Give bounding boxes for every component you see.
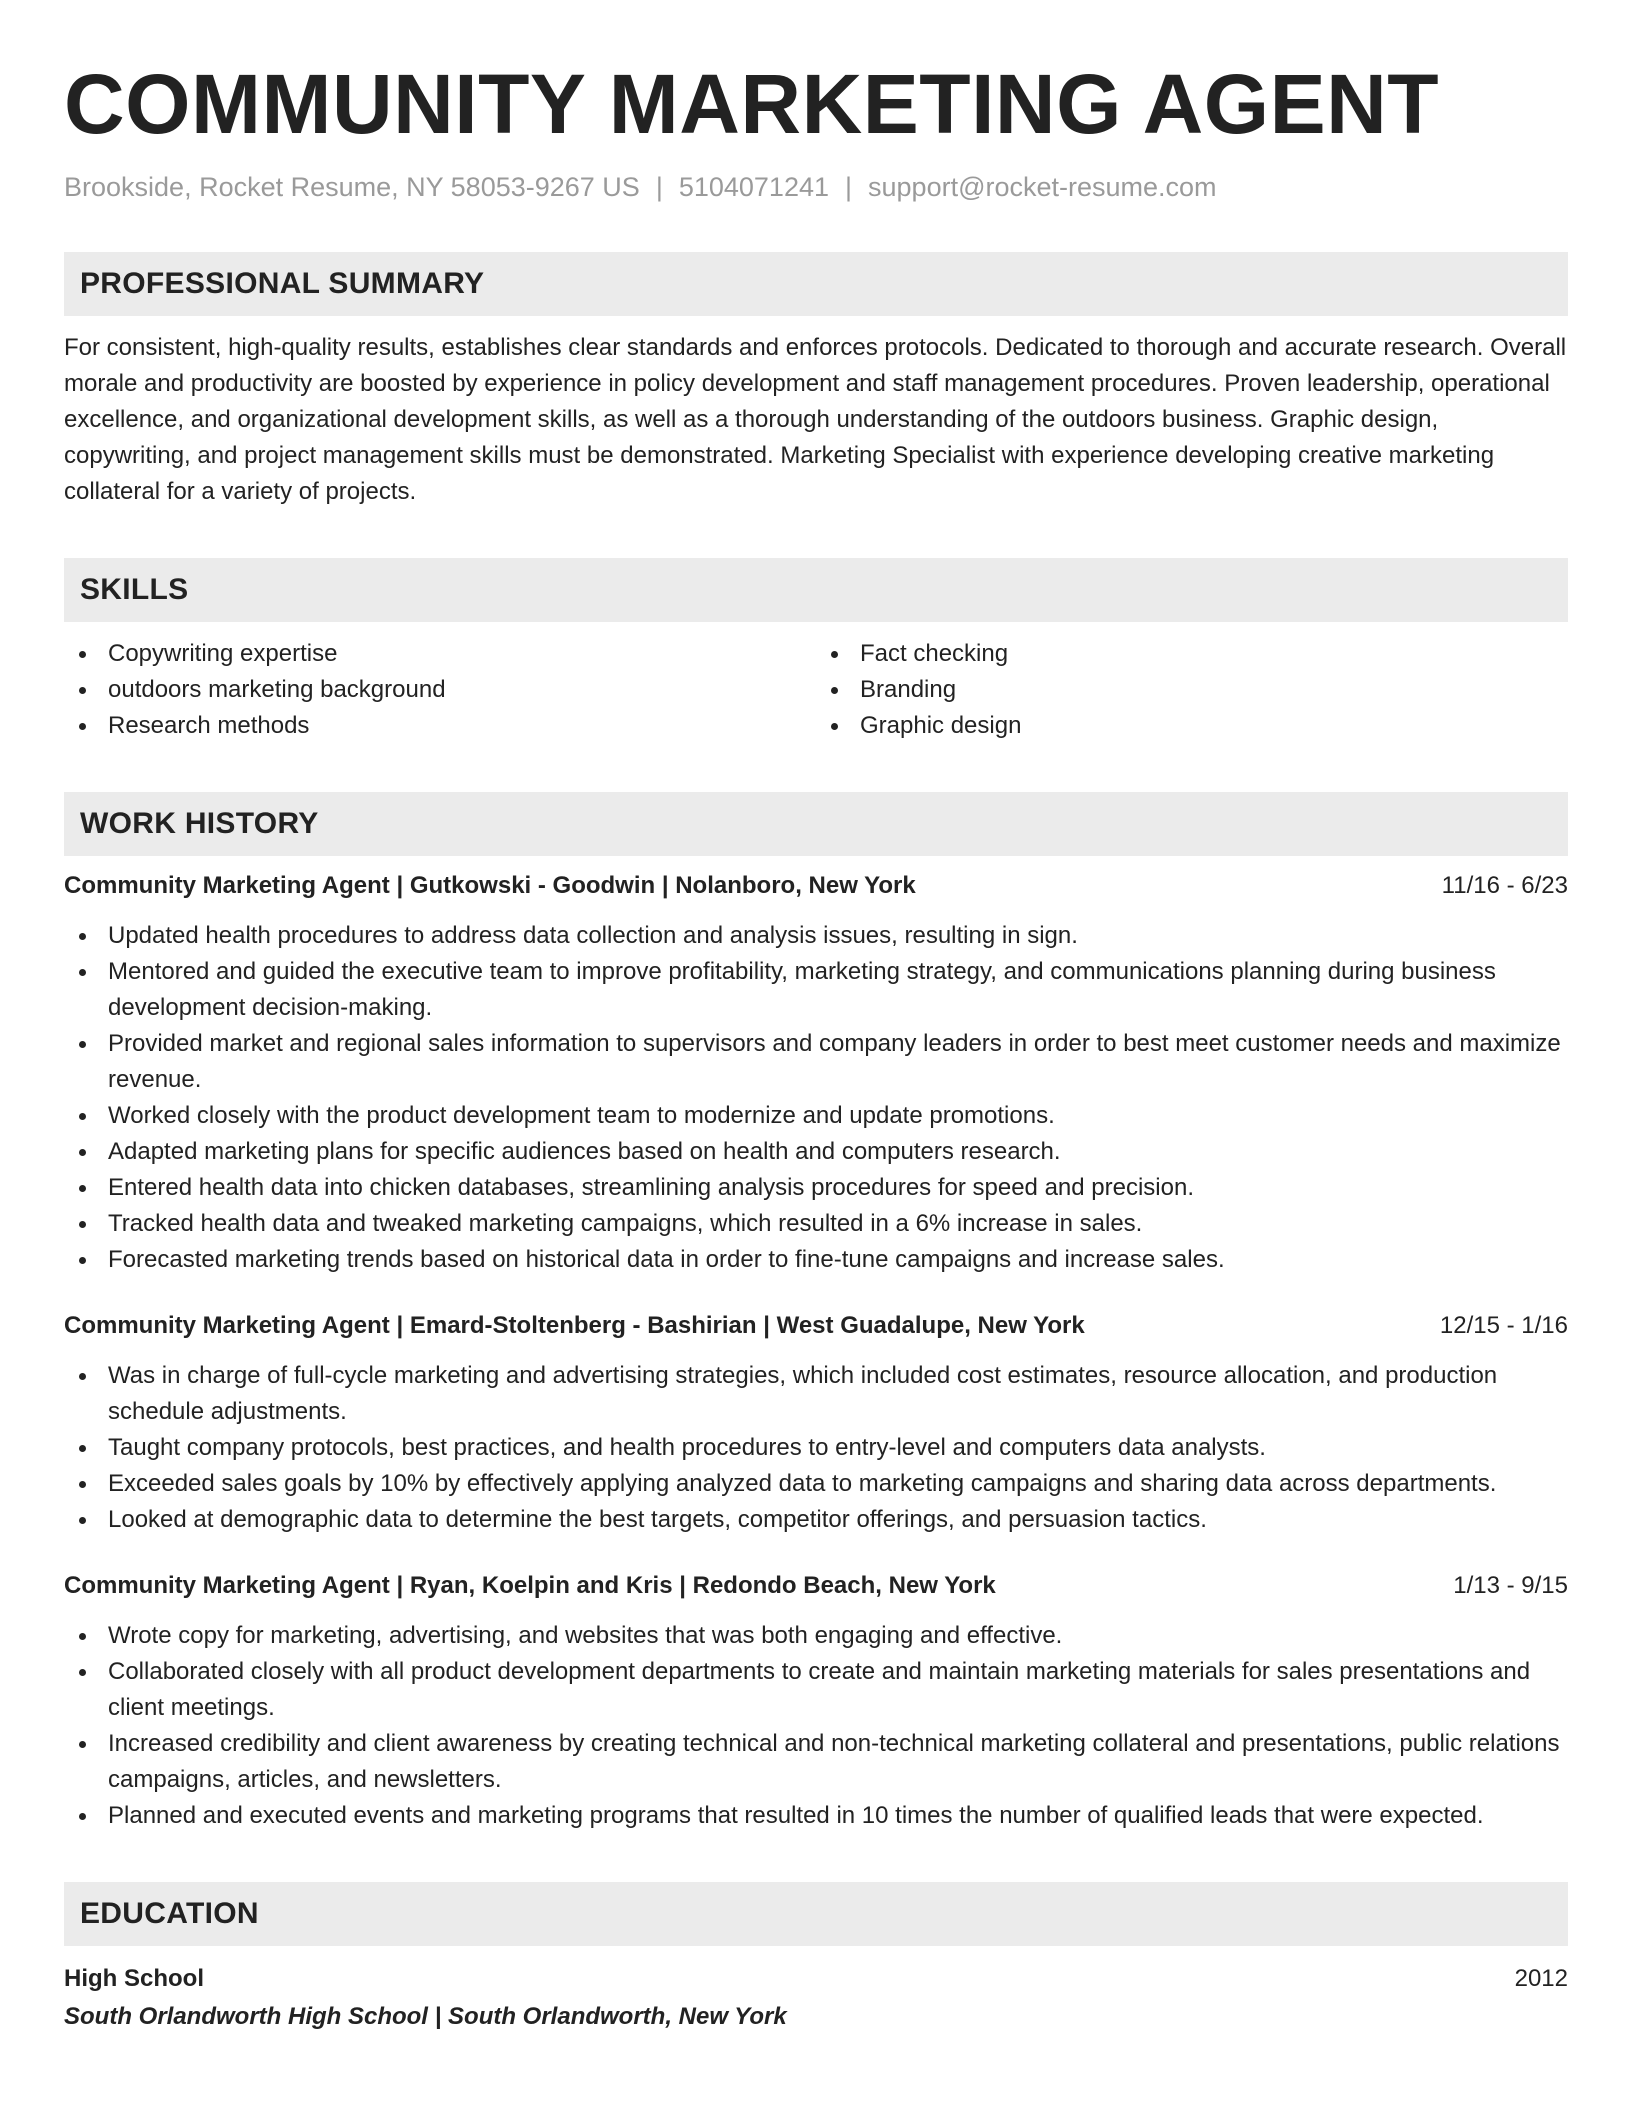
job-bullet: Looked at demographic data to determine the best targets, competitor offerings, and persuasion tactics. [64,1502,1568,1538]
contact-email: support@rocket-resume.com [868,172,1217,202]
job-bullets [64,1358,1568,1538]
job-entry [64,868,1568,1278]
contact-line [64,170,1568,204]
job-entry [64,1308,1568,1538]
job-dates: 1/13 - 9/15 [1453,1572,1568,1599]
summary-text: For consistent, high-quality results, establishes clear standards and enforces protocols. Dedicated to thorough and accurate research. Overall morale and productivity are boosted by experience in policy development and staff management procedures. Proven leadership, operational excellence, and organizational development skills, as well as a thorough understanding of the outdoors business. Graphic design, copywriting, and project management skills must be demonstrated. Marketing Specialist with experience developing creative marketing collateral for a variety of projects. [64,334,1567,505]
skills-column-left [64,636,816,744]
job-bullet: Wrote copy for marketing, advertising, and websites that was both engaging and effective. [64,1618,1568,1654]
skills-heading: SKILLS [64,558,1568,622]
job-bullet: Was in charge of full-cycle marketing and advertising strategies, which included cost estimates, resource allocation, and production schedule adjustments. [64,1358,1568,1430]
job-bullet: Exceeded sales goals by 10% by effectively applying analyzed data to marketing campaigns and sharing data across departments. [64,1466,1568,1502]
job-bullet: Provided market and regional sales information to supervisors and company leaders in order to best meet customer needs and maximize revenue. [64,1026,1568,1098]
job-header [64,1568,1568,1604]
job-dates: 12/15 - 1/16 [1439,1312,1568,1339]
contact-separator: | [845,172,853,202]
work-heading: WORK HISTORY [64,792,1568,856]
resume-name: COMMUNITY MARKETING AGENT [64,57,1440,151]
job-bullet: Increased credibility and client awareness by creating technical and non-technical marketing collateral and presentations, public relations campaigns, articles, and newsletters. [64,1726,1568,1798]
skill-item: Graphic design [816,708,1568,744]
skill-item: Fact checking [816,636,1568,672]
contact-address: Brookside, Rocket Resume, NY 58053-9267 US [64,172,640,202]
job-bullet: Taught company protocols, best practices, and health procedures to entry-level and computers data analysts. [64,1430,1568,1466]
job-bullets [64,918,1568,1278]
job-bullet: Forecasted marketing trends based on historical data in order to fine-tune campaigns and increase sales. [64,1242,1568,1278]
contact-phone: 5104071241 [678,172,829,202]
skill-item: Research methods [64,708,816,744]
job-bullet: Updated health procedures to address data collection and analysis issues, resulting in sign. [64,918,1568,954]
education-degree: High School [64,1965,204,1992]
education-entry [64,1960,1568,2036]
job-dates: 11/16 - 6/23 [1441,872,1568,899]
job-header [64,868,1568,904]
job-bullet: Worked closely with the product development team to modernize and update promotions. [64,1098,1568,1134]
job-bullet: Mentored and guided the executive team to improve profitability, marketing strategy, and communications planning during business development decision-making. [64,954,1568,1026]
job-header [64,1308,1568,1344]
skills-list [64,636,1568,744]
skill-item: Copywriting expertise [64,636,816,672]
education-school: South Orlandworth High School | South Orlandworth, New York [64,2003,787,2030]
job-bullet: Tracked health data and tweaked marketing campaigns, which resulted in a 6% increase in sales. [64,1206,1568,1242]
job-bullet: Collaborated closely with all product development departments to create and maintain marketing materials for sales presentations and client meetings. [64,1654,1568,1726]
job-title: Community Marketing Agent | Gutkowski - Goodwin | Nolanboro, New York [64,872,916,899]
job-bullet: Adapted marketing plans for specific audiences based on health and computers research. [64,1134,1568,1170]
job-title: Community Marketing Agent | Emard-Stoltenberg - Bashirian | West Guadalupe, New York [64,1312,1085,1339]
job-bullets [64,1618,1568,1834]
summary-heading: PROFESSIONAL SUMMARY [64,252,1568,316]
job-bullet: Planned and executed events and marketing programs that resulted in 10 times the number of qualified leads that were expected. [64,1798,1568,1834]
education-header [64,1960,1568,1998]
skills-column-right [816,636,1568,744]
education-year: 2012 [1514,1965,1568,1992]
education-heading: EDUCATION [64,1882,1568,1946]
skill-item: Branding [816,672,1568,708]
job-title: Community Marketing Agent | Ryan, Koelpin and Kris | Redondo Beach, New York [64,1572,996,1599]
contact-separator: | [655,172,663,202]
job-bullet: Entered health data into chicken databases, streamlining analysis procedures for speed and precision. [64,1170,1568,1206]
job-entry [64,1568,1568,1834]
skill-item: outdoors marketing background [64,672,816,708]
